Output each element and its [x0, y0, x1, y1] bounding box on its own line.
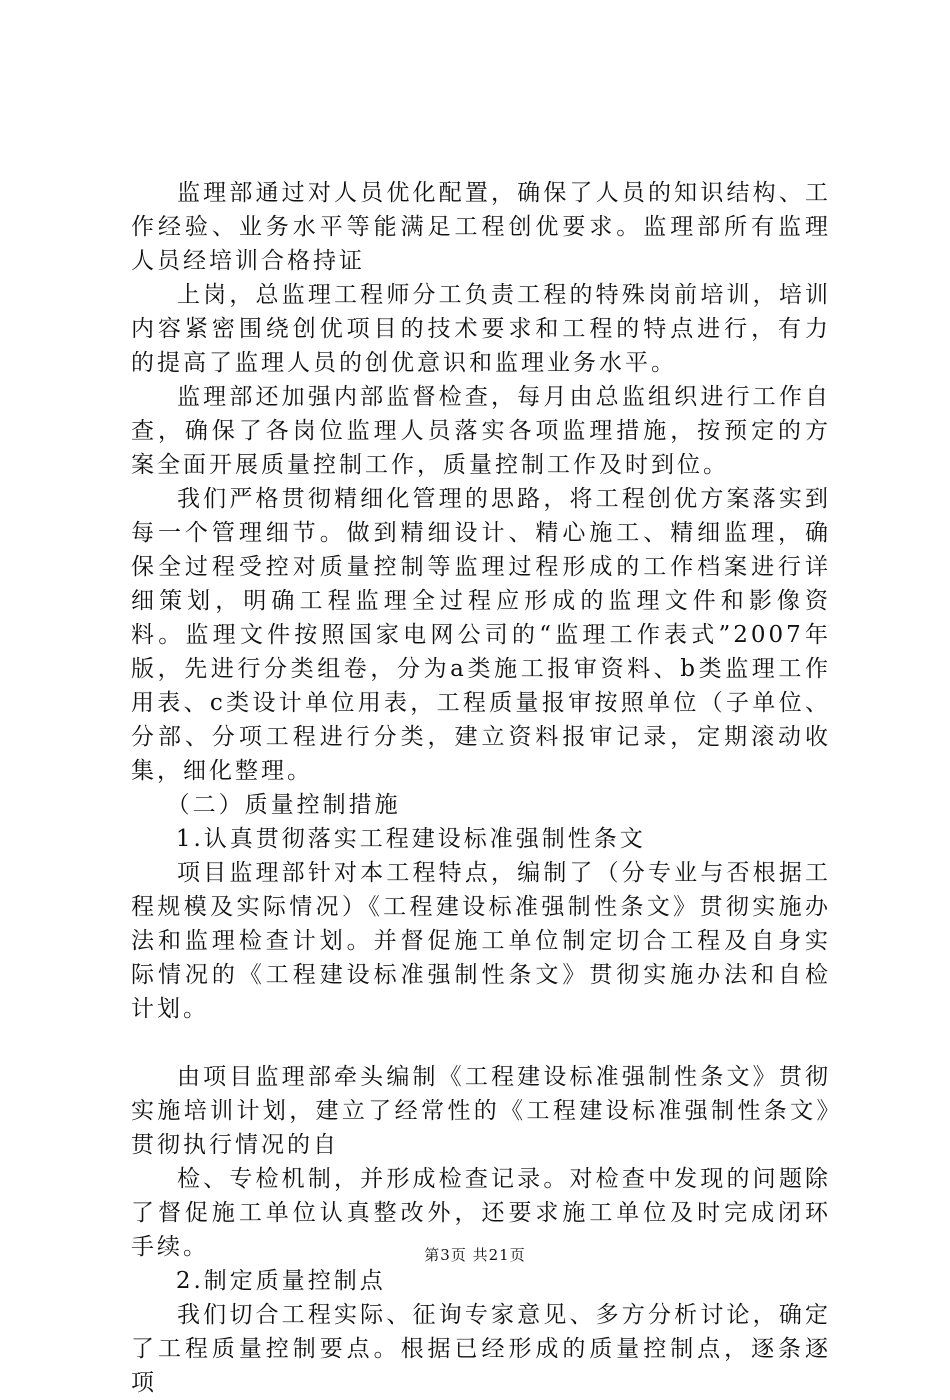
paragraph-self-check: 检、专检机制，并形成检查记录。对检查中发现的问题除了督促施工单位认真整改外，还要求施工单位及时完成闭环手续。 [131, 1166, 831, 1260]
paragraph-pre-job-training: 上岗，总监理工程师分工负责工程的特殊岗前培训，培训内容紧密围绕创优项目的技术要求和工程的特点进行，有力的提高了监理人员的创优意识和监理业务水平。 [131, 282, 831, 376]
page-number-footer: 第3页 共21页 [424, 1246, 526, 1264]
document-body [131, 176, 831, 1400]
paragraph-staff-allocation: 监理部通过对人员优化配置，确保了人员的知识结构、工作经验、业务水平等能满足工程创优要求。监理部所有监理人员经培训合格持证 [131, 180, 831, 274]
section-heading-quality-control: （二）质量控制措施 [166, 792, 401, 818]
paragraph-refined-management: 我们严格贯彻精细化管理的思路，将工程创优方案落实到每一个管理细节。做到精细设计、精心施工、精细监理，确保全过程受控对质量控制等监理过程形成的工作档案进行详细策划，明确工程监理全过程应形成的监理文件和影像资料。监理文件按照国家电网公司的“监理工作表式”2007年版，先进行分类组卷，分为a类施工报审资料、b类监理工作用表、c类设计单位用表，工程质量报审按照单位（子单位、分部、分项工程进行分类，建立资料报审记录，定期滚动收集，细化整理。 [131, 486, 831, 784]
paragraph-control-points: 我们切合工程实际、征询专家意见、多方分析讨论，确定了工程质量控制要点。根据已经形成的质量控制点，逐条逐项 [131, 1302, 831, 1396]
subheading-control-points: 2.制定质量控制点 [175, 1268, 386, 1294]
paragraph-implementation-plan: 项目监理部针对本工程特点，编制了（分专业与否根据工程规模及实际情况）《工程建设标准强制性条文》贯彻实施办法和监理检查计划。并督促施工单位制定切合工程及自身实际情况的《工程建设标准强制性条文》贯彻实施办法和自检计划。 [131, 860, 831, 1022]
paragraph-internal-inspection: 监理部还加强内部监督检查，每月由总监组织进行工作自查，确保了各岗位监理人员落实各项监理措施，按预定的方案全面开展质量控制工作，质量控制工作及时到位。 [131, 384, 831, 478]
subheading-mandatory-standards: 1.认真贯彻落实工程建设标准强制性条文 [175, 826, 646, 852]
paragraph-training-plan: 由项目监理部牵头编制《工程建设标准强制性条文》贯彻实施培训计划，建立了经常性的《工程建设标准强制性条文》贯彻执行情况的自 [131, 1064, 831, 1158]
